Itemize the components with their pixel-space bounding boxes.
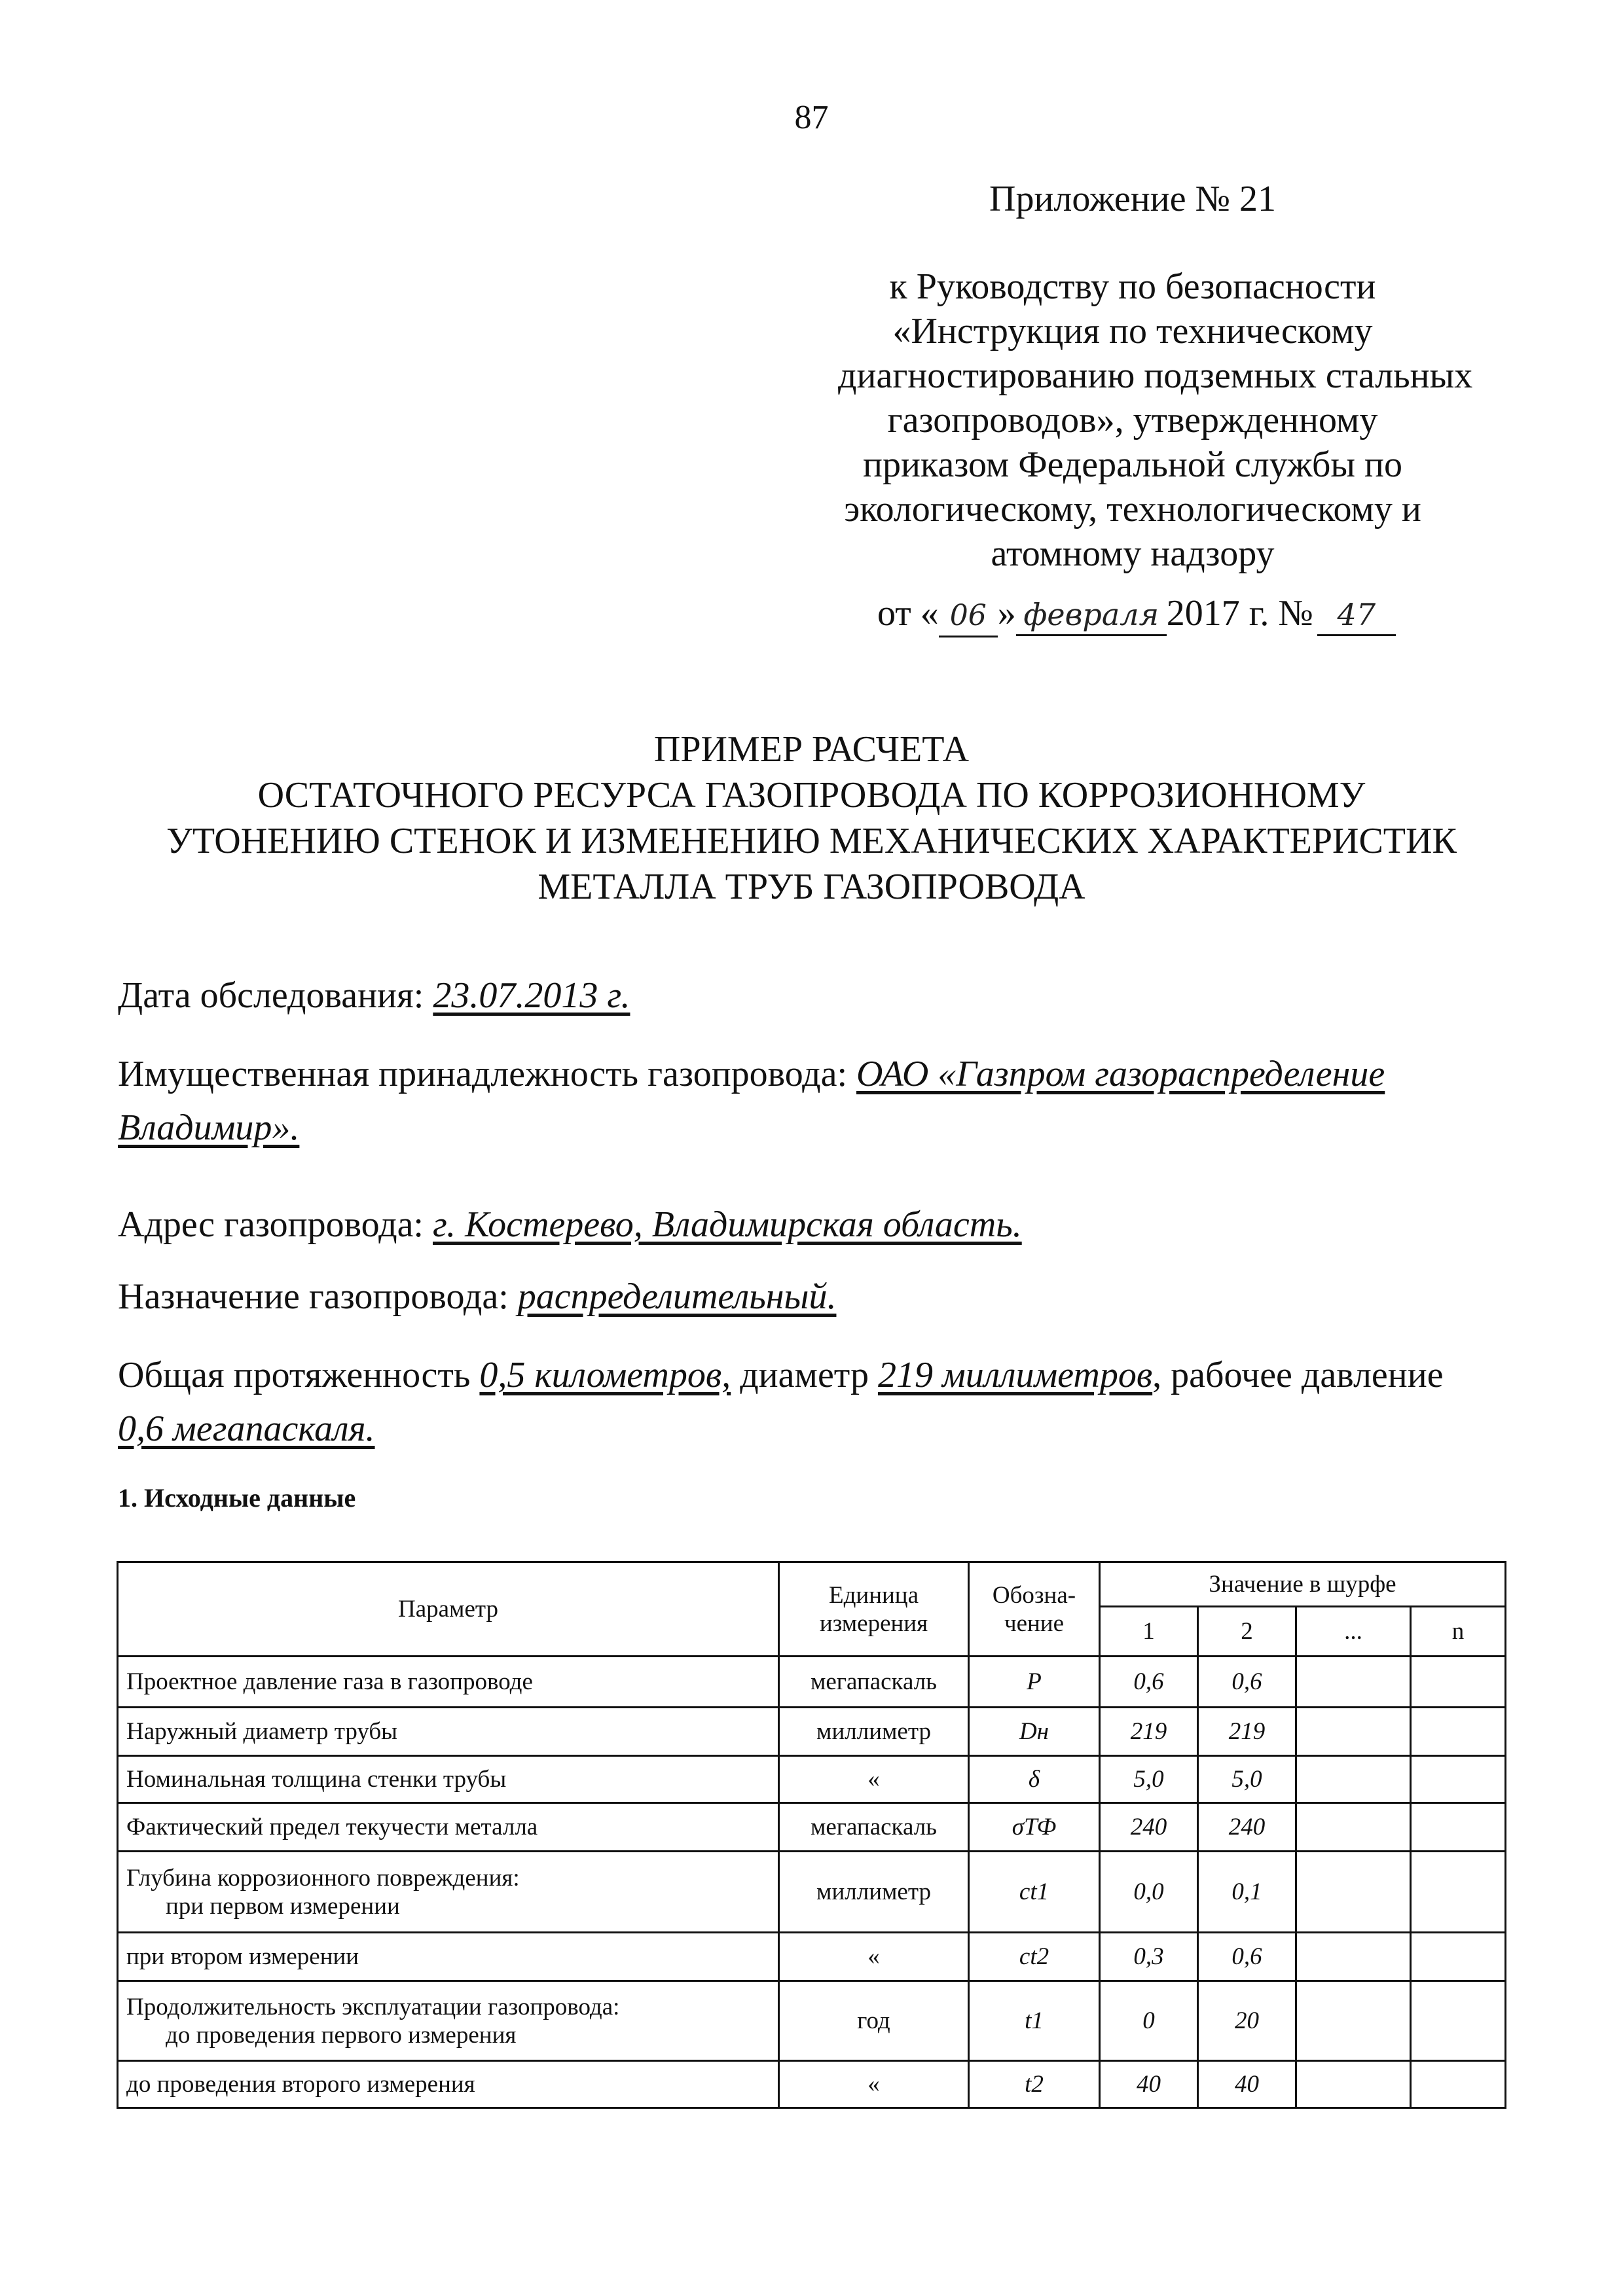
table-row xyxy=(118,2061,1506,2108)
cell-empty xyxy=(1411,1803,1506,1852)
length-label: Общая протяженность xyxy=(118,1355,471,1395)
address-value: г. Костерево, Владимирская область. xyxy=(432,1204,1022,1245)
header-col-ellipsis: ... xyxy=(1296,1607,1411,1657)
purpose-field xyxy=(118,1270,1506,1323)
parameter-line: Продолжительность эксплуатации газопровода: xyxy=(126,1993,620,2020)
cell-empty xyxy=(1296,2061,1411,2108)
title-line: ПРИМЕР РАСЧЕТА xyxy=(653,729,970,770)
reference-line: приказом Федеральной службы по xyxy=(863,444,1402,485)
cell-value-1: 0 xyxy=(1100,1981,1198,2061)
header-parameter: Параметр xyxy=(118,1562,779,1657)
title-line: УТОНЕНИЮ СТЕНОК И ИЗМЕНЕНИЮ МЕХАНИЧЕСКИХ ХАРАКТЕРИСТИК xyxy=(166,821,1457,861)
cell-parameter: Наружный диаметр трубы xyxy=(118,1708,779,1756)
cell-empty xyxy=(1411,1933,1506,1981)
length-field xyxy=(118,1348,1506,1456)
cell-symbol: P xyxy=(969,1657,1100,1708)
pressure-value: 0,6 мегапаскаля. xyxy=(118,1408,375,1449)
header-symbol-line: чение xyxy=(1004,1609,1065,1637)
purpose-value: распределительный. xyxy=(517,1276,837,1317)
page-number: 87 xyxy=(794,99,829,136)
cell-value-1: 5,0 xyxy=(1100,1756,1198,1803)
cell-parameter xyxy=(118,1981,779,2061)
order-prefix: от « xyxy=(877,593,939,634)
cell-symbol: ct1 xyxy=(969,1852,1100,1933)
cell-parameter: Проектное давление газа в газопроводе xyxy=(118,1657,779,1708)
cell-symbol: t2 xyxy=(969,2061,1100,2108)
header-value-group: Значение в шурфе xyxy=(1100,1562,1506,1607)
cell-value-2: 240 xyxy=(1198,1803,1296,1852)
parameter-line: Глубина коррозионного повреждения: xyxy=(126,1864,520,1892)
cell-unit: миллиметр xyxy=(779,1708,969,1756)
cell-value-1: 0,0 xyxy=(1100,1852,1198,1933)
cell-parameter: до проведения второго измерения xyxy=(118,2061,779,2108)
cell-value-1: 0,6 xyxy=(1100,1657,1198,1708)
cell-unit: мегапаскаль xyxy=(779,1657,969,1708)
cell-value-2: 5,0 xyxy=(1198,1756,1296,1803)
purpose-label: Назначение газопровода: xyxy=(118,1276,509,1317)
table-row xyxy=(118,1803,1506,1852)
cell-empty xyxy=(1411,1756,1506,1803)
header-unit-line: Единица xyxy=(828,1581,919,1609)
cell-value-2: 0,6 xyxy=(1198,1933,1296,1981)
cell-symbol: ct2 xyxy=(969,1933,1100,1981)
cell-value-2: 0,1 xyxy=(1198,1852,1296,1933)
parameter-line: до проведения первого измерения xyxy=(166,2021,517,2049)
cell-symbol: t1 xyxy=(969,1981,1100,2061)
cell-empty xyxy=(1411,1657,1506,1708)
length-line-2 xyxy=(118,1402,1506,1456)
appendix-header xyxy=(838,177,1473,576)
survey-date-field xyxy=(118,969,1506,1022)
cell-value-2: 20 xyxy=(1198,1981,1296,2061)
cell-empty xyxy=(1296,1708,1411,1756)
cell-empty xyxy=(1296,1803,1411,1852)
reference-line: газопроводов», утвержденному xyxy=(887,400,1378,440)
table-row xyxy=(118,1981,1506,2061)
order-month-handwritten: февраля xyxy=(1016,595,1167,636)
title-line: ОСТАТОЧНОГО РЕСУРСА ГАЗОПРОВОДА ПО КОРРОЗИОННОМУ xyxy=(257,775,1366,816)
cell-value-1: 219 xyxy=(1100,1708,1198,1756)
ownership-line-2 xyxy=(118,1101,1506,1155)
cell-empty xyxy=(1411,2061,1506,2108)
cell-value-1: 0,3 xyxy=(1100,1933,1198,1981)
reference-line: экологическому, технологическому и xyxy=(844,489,1421,529)
cell-symbol: δ xyxy=(969,1756,1100,1803)
header-col-2: 2 xyxy=(1198,1607,1296,1657)
cell-empty xyxy=(1296,1933,1411,1981)
order-line xyxy=(877,592,1396,637)
header-symbol xyxy=(969,1562,1100,1657)
cell-value-2: 40 xyxy=(1198,2061,1296,2108)
order-number-handwritten: 47 xyxy=(1317,595,1396,636)
header-unit-line: измерения xyxy=(819,1609,928,1637)
cell-symbol: Dн xyxy=(969,1708,1100,1756)
table-row xyxy=(118,1657,1506,1708)
ownership-field xyxy=(118,1047,1506,1155)
ownership-value-2: Владимир». xyxy=(118,1107,300,1148)
appendix-reference xyxy=(838,264,1473,576)
cell-parameter: Фактический предел текучести металла xyxy=(118,1803,779,1852)
ownership-label: Имущественная принадлежность газопровода: xyxy=(118,1054,848,1094)
header-col-n: n xyxy=(1411,1607,1506,1657)
cell-parameter xyxy=(118,1852,779,1933)
cell-empty xyxy=(1296,1657,1411,1708)
header-unit xyxy=(779,1562,969,1657)
table-row xyxy=(118,1933,1506,1981)
section-title: 1. Исходные данные xyxy=(118,1483,356,1513)
table-row xyxy=(118,1852,1506,1933)
cell-value-2: 0,6 xyxy=(1198,1657,1296,1708)
cell-empty xyxy=(1411,1708,1506,1756)
length-value: 0,5 километров, xyxy=(479,1355,731,1395)
ownership-line-1 xyxy=(118,1047,1506,1101)
header-col-1: 1 xyxy=(1100,1607,1198,1657)
header-symbol-line: Обозна- xyxy=(992,1581,1076,1609)
cell-empty xyxy=(1296,1852,1411,1933)
cell-unit: « xyxy=(779,1933,969,1981)
diameter-value: 219 миллиметров xyxy=(877,1355,1153,1395)
order-day-handwritten: 06 xyxy=(939,596,998,637)
cell-symbol: σТФ xyxy=(969,1803,1100,1852)
order-mid: » xyxy=(997,593,1016,634)
cell-unit: « xyxy=(779,1756,969,1803)
pressure-label: , рабочее давление xyxy=(1152,1355,1444,1395)
cell-unit: миллиметр xyxy=(779,1852,969,1933)
length-line-1 xyxy=(118,1348,1506,1402)
order-year: 2017 г. № xyxy=(1166,593,1313,634)
table-row xyxy=(118,1708,1506,1756)
cell-empty xyxy=(1411,1852,1506,1933)
reference-line: «Инструкция по техническому xyxy=(892,311,1373,351)
survey-date-value: 23.07.2013 г. xyxy=(433,975,630,1016)
cell-empty xyxy=(1296,1981,1411,2061)
cell-parameter: при втором измерении xyxy=(118,1933,779,1981)
address-label: Адрес газопровода: xyxy=(118,1204,424,1245)
cell-unit: год xyxy=(779,1981,969,2061)
cell-unit: мегапаскаль xyxy=(779,1803,969,1852)
source-data-table xyxy=(117,1561,1506,2109)
cell-unit: « xyxy=(779,2061,969,2108)
reference-line: атомному надзору xyxy=(991,533,1275,574)
document-title xyxy=(0,726,1623,910)
diameter-label: диаметр xyxy=(740,1355,869,1395)
cell-value-1: 40 xyxy=(1100,2061,1198,2108)
table-row xyxy=(118,1756,1506,1803)
reference-line: к Руководству по безопасности xyxy=(889,266,1376,307)
reference-line: диагностированию подземных стальных xyxy=(838,355,1473,396)
cell-parameter: Номинальная толщина стенки трубы xyxy=(118,1756,779,1803)
address-field xyxy=(118,1198,1506,1251)
survey-date-label: Дата обследования: xyxy=(118,975,424,1016)
cell-value-2: 219 xyxy=(1198,1708,1296,1756)
title-line: МЕТАЛЛА ТРУБ ГАЗОПРОВОДА xyxy=(538,867,1085,907)
parameter-line: при первом измерении xyxy=(166,1892,400,1920)
cell-empty xyxy=(1296,1756,1411,1803)
cell-value-1: 240 xyxy=(1100,1803,1198,1852)
appendix-title: Приложение № 21 xyxy=(989,179,1276,219)
ownership-value-1: ОАО «Газпром газораспределение xyxy=(856,1054,1385,1094)
cell-empty xyxy=(1411,1981,1506,2061)
